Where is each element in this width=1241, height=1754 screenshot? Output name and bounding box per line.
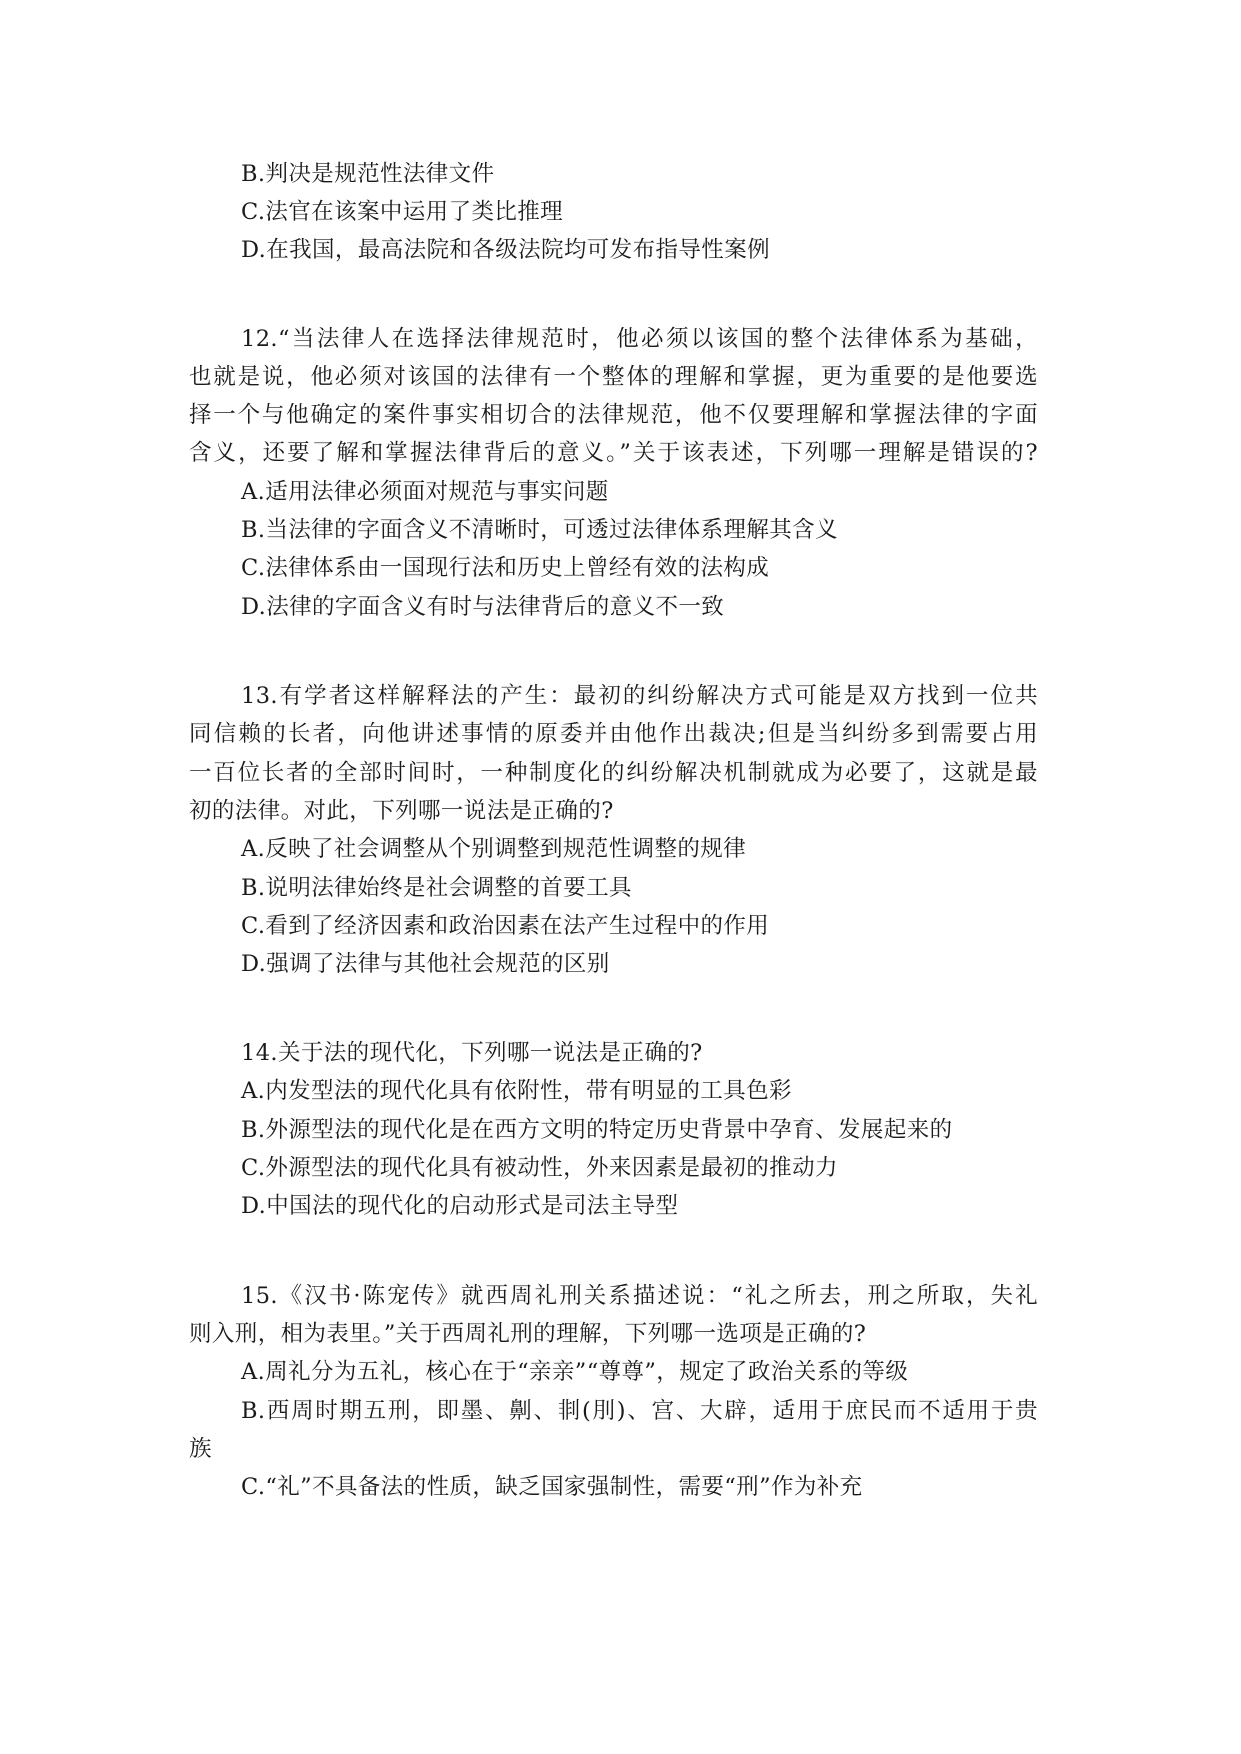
q12-option-d: D.法律的字面含义有时与法律背后的意义不一致 [241,594,725,620]
q12-stem-line-4: 含义，还要了解和掌握法律背后的意义。”关于该表述，下列哪一理解是错误的? [189,440,1038,466]
q14-stem-line-1: 14.关于法的现代化，下列哪一说法是正确的? [241,1040,703,1066]
q12-stem-line-1: 12.“当法律人在选择法律规范时，他必须以该国的整个法律体系为基础， [241,326,1038,352]
q12-option-b: B.当法律的字面含义不清晰时，可透过法律体系理解其含义 [241,517,838,543]
q15-option-c: C.“礼”不具备法的性质，缺乏国家强制性，需要“刑”作为补充 [241,1474,863,1500]
q11-option-c: C.法官在该案中运用了类比推理 [241,199,564,225]
q12-option-a: A.适用法律必须面对规范与事实问题 [241,479,609,505]
q13-option-b: B.说明法律始终是社会调整的首要工具 [241,875,632,901]
q14-option-d: D.中国法的现代化的启动形式是司法主导型 [241,1193,679,1219]
q15-option-b-continued: 族 [189,1436,212,1462]
q11-option-d: D.在我国，最高法院和各级法院均可发布指导性案例 [241,237,770,263]
q12-option-c: C.法律体系由一国现行法和历史上曾经有效的法构成 [241,555,770,581]
q15-stem-line-1: 15.《汉书·陈宠传》就西周礼刑关系描述说：“礼之所去，刑之所取，失礼 [241,1283,1038,1309]
q14-option-a: A.内发型法的现代化具有依附性，带有明显的工具色彩 [241,1078,792,1104]
q13-stem-line-4: 初的法律。对此，下列哪一说法是正确的? [189,798,614,824]
q14-option-b: B.外源型法的现代化是在西方文明的特定历史背景中孕育、发展起来的 [241,1117,953,1143]
q13-option-c: C.看到了经济因素和政治因素在法产生过程中的作用 [241,913,770,939]
q13-option-d: D.强调了法律与其他社会规范的区别 [241,951,610,977]
q15-option-a: A.周礼分为五礼，核心在于“亲亲”“尊尊”，规定了政治关系的等级 [241,1359,909,1385]
q13-option-a: A.反映了社会调整从个别调整到规范性调整的规律 [241,836,747,862]
q12-stem-line-3: 择一个与他确定的案件事实相切合的法律规范，他不仅要理解和掌握法律的字面 [189,402,1038,428]
q15-stem-line-2: 则入刑，相为表里。”关于西周礼刑的理解，下列哪一选项是正确的? [189,1321,867,1347]
q14-option-c: C.外源型法的现代化具有被动性，外来因素是最初的推动力 [241,1155,838,1181]
q12-stem-line-2: 也就是说，他必须对该国的法律有一个整体的理解和掌握，更为重要的是他要选 [189,364,1038,390]
q13-stem-line-2: 同信赖的长者，向他讲述事情的原委并由他作出裁决;但是当纠纷多到需要占用 [189,721,1038,747]
q15-option-b: B.西周时期五刑，即墨、劓、剕(刖)、宫、大辟，适用于庶民而不适用于贵 [241,1398,1038,1424]
q13-stem-line-3: 一百位长者的全部时间时，一种制度化的纠纷解决机制就成为必要了，这就是最 [189,760,1038,786]
q11-option-b: B.判决是规范性法律文件 [241,161,495,187]
q13-stem-line-1: 13.有学者这样解释法的产生：最初的纠纷解决方式可能是双方找到一位共 [241,683,1038,709]
